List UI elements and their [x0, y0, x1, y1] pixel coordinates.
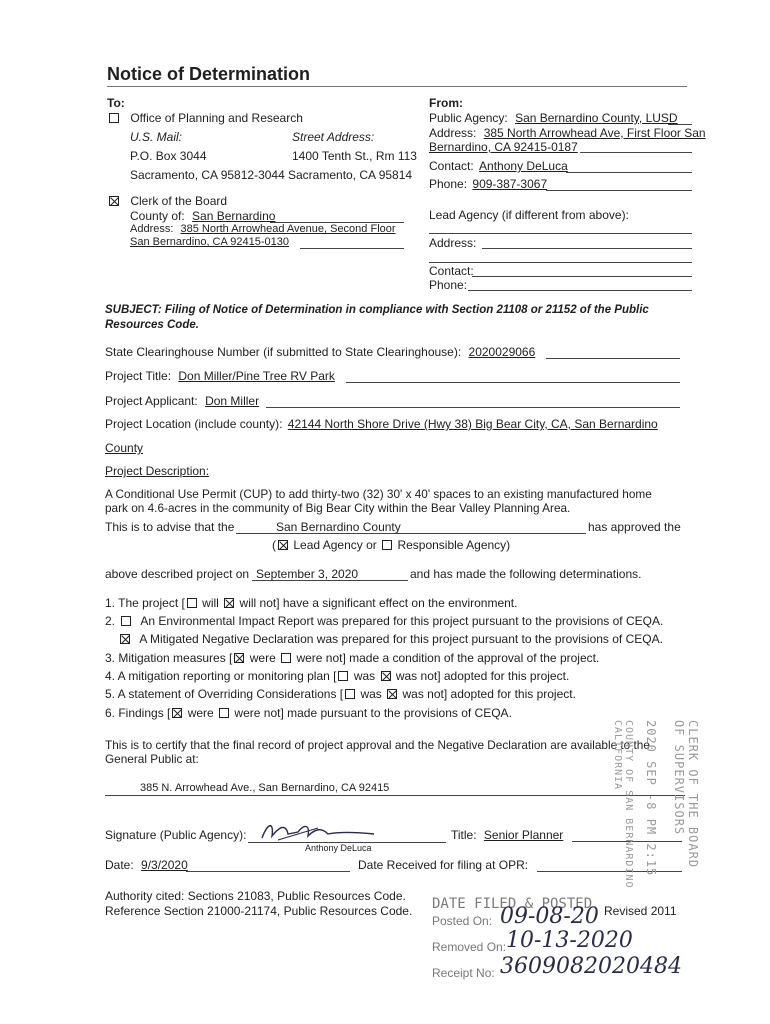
location-label: Project Location (include county):	[105, 417, 283, 431]
opr-checkbox[interactable]	[109, 113, 119, 123]
title-row	[451, 828, 563, 842]
stamp-removed-label: Removed On:	[432, 940, 507, 954]
determination-4	[105, 669, 569, 683]
det4-text-a: 4. A mitigation reporting or monitoring plan [	[105, 669, 337, 683]
stamp-removed-value: 10-13-2020	[506, 928, 633, 953]
from-phone-row	[429, 177, 547, 191]
determination-5	[105, 687, 576, 701]
from-label: From:	[429, 96, 463, 110]
from-address-line1: 385 North Arrowhead Ave, First Floor San	[483, 126, 706, 140]
det4-was-checkbox[interactable]	[338, 671, 348, 681]
applicant-value: Don Miller	[205, 394, 260, 408]
det2a-text: An Environmental Impact Report was prepared for this project pursuant to the provisions of CEQA.	[140, 614, 664, 628]
det3-text-c: were not] made a condition of the approval of the project.	[296, 651, 600, 665]
description-label: Project Description:	[105, 464, 210, 478]
revised-label: Revised 2011	[604, 904, 677, 918]
clerk-label: Clerk of the Board	[130, 194, 228, 208]
title-label: Title:	[451, 828, 477, 842]
det1-will-not-checkbox[interactable]	[224, 598, 234, 608]
applicant-label: Project Applicant:	[105, 394, 198, 408]
det6-were-not-checkbox[interactable]	[219, 708, 229, 718]
reference-section: Reference Section 21000-21174, Public Resources Code.	[105, 904, 413, 918]
lead-agency-label: Lead Agency (if different from above):	[429, 208, 629, 222]
det2b-text: A Mitigated Negative Declaration was prepared for this project pursuant to the provisions of CEQA.	[139, 632, 663, 646]
location-row	[105, 417, 658, 431]
from-contact-value: Anthony DeLuca	[479, 159, 568, 173]
subject-line1: SUBJECT: Filing of Notice of Determination in compliance with Section 21108 or 21152 of the Public	[105, 304, 649, 316]
determination-6	[105, 706, 512, 720]
det6-text-a: 6. Findings [	[105, 706, 171, 720]
location-value: 42144 North Shore Drive (Hwy 38) Big Bear City, CA, San Bernardino	[287, 417, 658, 431]
project-title-row	[105, 369, 335, 383]
from-contact-fill-line	[566, 172, 692, 173]
from-agency-value: San Bernardino County, LUSD	[515, 111, 678, 125]
approved-date: September 3, 2020	[256, 567, 359, 581]
lead-phone-line	[468, 290, 692, 291]
from-address-line2: Bernardino, CA 92415-0187	[429, 140, 578, 154]
from-phone-label: Phone:	[429, 177, 468, 191]
received-label: Date Received for filing at OPR:	[358, 858, 529, 872]
opr-row	[107, 111, 303, 125]
det5-text-c: was not] adopted for this project.	[402, 687, 576, 701]
signature-image	[258, 818, 378, 844]
det3-were-checkbox[interactable]	[234, 653, 244, 663]
lead-address-line2	[429, 262, 692, 263]
page-title: Notice of Determination	[107, 64, 311, 84]
from-contact-label: Contact:	[429, 159, 474, 173]
det1-text-c: will not] have a significant effect on the environment.	[239, 596, 518, 610]
determination-2a: 2. An Environmental Impact Report was prepared for this project pursuant to the provisions of CEQA.	[105, 614, 664, 628]
stamp-receipt-label: Receipt No:	[432, 966, 495, 980]
stamp-vertical-county: COUNTY OF SAN BERNARDINO CALIFORNIA	[612, 720, 634, 889]
clearinghouse-value: 2020029066	[468, 345, 536, 359]
lead-choice-b: Responsible Agency)	[397, 538, 511, 552]
det2-eir-checkbox[interactable]	[121, 616, 131, 626]
from-phone-value: 909-387-3067	[472, 177, 548, 191]
description-line1: A Conditional Use Permit (CUP) to add thirty-two (32) 30' x 40' spaces to an existing manufactured home	[105, 487, 652, 501]
det5-was-checkbox[interactable]	[345, 689, 355, 699]
lead-address-label: Address:	[429, 236, 477, 250]
det2-mnd-checkbox[interactable]	[120, 634, 130, 644]
record-location-fill-line	[105, 795, 685, 796]
advise-agency: San Bernardino County	[276, 520, 401, 534]
county-value: San Bernardino	[192, 209, 276, 223]
from-agency-label: Public Agency:	[429, 111, 508, 125]
det4-was-not-checkbox[interactable]	[381, 671, 391, 681]
stamp-posted-label: Posted On:	[432, 914, 493, 928]
det6-text-c: were not] made pursuant to the provisions of CEQA.	[234, 706, 512, 720]
title-divider	[107, 86, 687, 87]
agency-fill-line	[668, 124, 692, 125]
det6-were-checkbox[interactable]	[172, 708, 182, 718]
from-address-label: Address:	[429, 126, 477, 140]
applicant-fill-line	[266, 407, 680, 408]
det1-text-b: will	[202, 596, 219, 610]
location-value-line2: County	[105, 441, 144, 455]
date-label: Date:	[105, 858, 134, 872]
stamp-posted-value: 09-08-20	[500, 904, 599, 929]
clearinghouse-fill-line	[546, 358, 680, 359]
clerk-address-line1: 385 North Arrowhead Avenue, Second Floor	[180, 223, 396, 235]
opr-city-street: Sacramento, CA 95814	[288, 168, 413, 182]
det4-text-c: was not] adopted for this project.	[395, 669, 570, 683]
authority-cited: Authority cited: Sections 21083, Public Resources Code.	[105, 889, 406, 903]
from-agency-row	[429, 111, 678, 125]
street-address-label: Street Address:	[292, 130, 375, 144]
det3-text-a: 3. Mitigation measures [	[105, 651, 233, 665]
lead-agency-checkbox[interactable]	[278, 540, 288, 550]
lead-phone-label: Phone:	[429, 278, 468, 292]
det5-text-a: 5. A statement of Overriding Considerations [	[105, 687, 344, 701]
county-row	[130, 209, 275, 223]
lead-agency-line	[429, 233, 692, 234]
from-phone-fill-line	[546, 190, 692, 191]
from-contact-row	[429, 159, 568, 173]
title-value: Senior Planner	[483, 828, 564, 842]
to-label: To:	[107, 96, 125, 110]
lead-contact-line	[472, 276, 692, 277]
lead-address-line	[482, 248, 692, 249]
stamp-receipt-value: 3609082020484	[500, 954, 682, 979]
clerk-address-line2: San Bernardino, CA 92415-0130	[130, 236, 290, 248]
determination-1	[105, 596, 517, 610]
date-row	[105, 858, 188, 872]
lead-choice-a: Lead Agency or	[293, 538, 377, 552]
clearinghouse-label: State Clearinghouse Number (if submitted to State Clearinghouse):	[105, 345, 462, 359]
date-value: 9/3/2020	[141, 858, 188, 872]
po-box: P.O. Box 3044	[130, 149, 207, 163]
from-address-fill-line	[580, 152, 692, 153]
clerk-address-label: Address:	[130, 223, 174, 235]
project-title-label: Project Title:	[105, 369, 172, 383]
opr-city-mail: Sacramento, CA 95812-3044	[130, 168, 285, 182]
lead-contact-label: Contact:	[429, 264, 474, 278]
project-title-value: Don Miller/Pine Tree RV Park	[178, 369, 335, 383]
det5-was-not-checkbox[interactable]	[387, 689, 397, 699]
opr-label: Office of Planning and Research	[130, 111, 303, 125]
det3-text-b: were	[249, 651, 276, 665]
approved-post: and has made the following determinations.	[410, 567, 642, 581]
applicant-row	[105, 394, 259, 408]
opr-street: 1400 Tenth St., Rm 113	[292, 149, 417, 163]
approved-pre: above described project on	[105, 567, 250, 581]
subject-line2: Resources Code.	[105, 319, 199, 331]
advise-pre: This is to advise that the	[105, 520, 235, 534]
description-line2: park on 4.6-acres in the community of Big Bear City within the Bear Valley Planning Area.	[105, 501, 571, 515]
lead-choice-row: ( Lead Agency or Responsible Agency)	[272, 538, 511, 552]
certify-line1: This is to certify that the final record of project approval and the Negative Declaration are available to the	[105, 738, 650, 752]
certify-line2: General Public at:	[105, 752, 199, 766]
signature-name: Anthony DeLuca	[305, 843, 372, 853]
determination-3	[105, 651, 599, 665]
determination-2b	[118, 632, 663, 646]
county-label: County of:	[130, 209, 185, 223]
received-fill-line	[537, 871, 682, 872]
det1-text-a: 1. The project [	[105, 596, 185, 610]
stamp-vertical-date: 2020 SEP -8 PM 2:15	[644, 720, 658, 877]
advise-post: has approved the	[588, 520, 681, 534]
record-location: 385 N. Arrowhead Ave., San Bernardino, CA 92415	[140, 782, 390, 794]
stamp-filed-posted: DATE FILED & POSTED	[432, 896, 593, 912]
det4-text-b: was	[353, 669, 376, 683]
signature-label: Signature (Public Agency):	[105, 828, 247, 842]
responsible-agency-checkbox[interactable]	[382, 540, 392, 550]
clerk-checkbox[interactable]	[109, 196, 119, 206]
det1-will-checkbox[interactable]	[187, 598, 197, 608]
date-fill-line	[186, 871, 350, 872]
from-address-row	[429, 126, 706, 140]
project-title-fill-line	[346, 382, 680, 383]
clerk-row	[107, 194, 227, 208]
det6-text-b: were	[187, 706, 214, 720]
clearinghouse-row	[105, 345, 535, 359]
det3-were-not-checkbox[interactable]	[281, 653, 291, 663]
us-mail-label: U.S. Mail:	[130, 130, 183, 144]
stamp-vertical-clerk: CLERK OF THE BOARD OF SUPERVISORS	[672, 720, 700, 869]
clerk-address-fill-line	[300, 248, 404, 249]
det5-text-b: was	[360, 687, 382, 701]
clerk-address-row	[130, 223, 396, 235]
